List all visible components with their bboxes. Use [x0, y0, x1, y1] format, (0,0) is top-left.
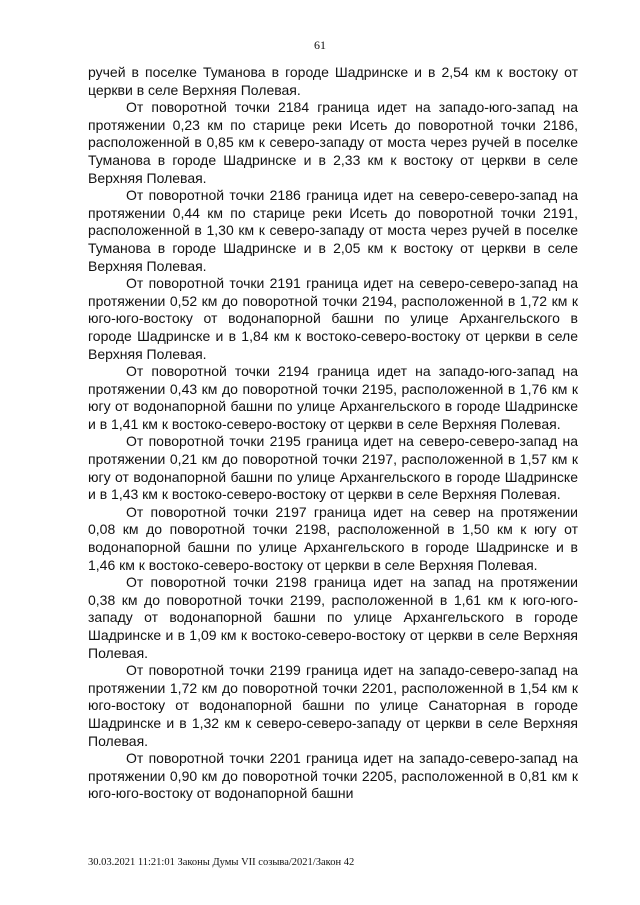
paragraph: От поворотной точки 2197 граница идет на север на протяжении 0,08 км до поворотной точки 2198, расположенной в 1,50 км к югу от водонапорной башни по улице Архангельского в городе Шадринске и в 1,46 км к востоко-северо-востоку от церкви в селе Верхняя Полевая.	[88, 503, 578, 573]
page-number: 61	[314, 38, 326, 52]
paragraph: От поворотной точки 2199 граница идет на западо-северо-запад на протяжении 1,72 км до поворотной точки 2201, расположенной в 1,54 км к юго-востоку от водонапорной башни по улице Санаторная в городе Шадринске и в 1,32 км к северо-северо-западу от церкви в селе Верхняя Полевая.	[88, 662, 578, 749]
document-body	[88, 64, 578, 803]
paragraph: От поворотной точки 2201 граница идет на западо-северо-запад на протяжении 0,90 км до поворотной точки 2205, расположенной в 0,81 км к юго-юго-востоку от водонапорной башни	[88, 750, 578, 802]
paragraph-continuation: ручей в поселке Туманова в городе Шадринске и в 2,54 км к востоку от церкви в селе Верхняя Полевая.	[88, 64, 578, 98]
paragraph: От поворотной точки 2191 граница идет на северо-северо-запад на протяжении 0,52 км до поворотной точки 2194, расположенной в 1,72 км к юго-юго-востоку от водонапорной башни по улице Архангельского в городе Шадринске и в 1,84 км к востоко-северо-востоку от церкви в селе Верхняя Полевая.	[88, 275, 578, 362]
paragraph: От поворотной точки 2194 граница идет на западо-юго-запад на протяжении 0,43 км до поворотной точки 2195, расположенной в 1,76 км к югу от водонапорной башни по улице Архангельского в городе Шадринске и в 1,41 км к востоко-северо-востоку от церкви в селе Верхняя Полевая.	[88, 363, 578, 432]
paragraph: От поворотной точки 2184 граница идет на западо-юго-запад на протяжении 0,23 км по старице реки Исеть до поворотной точки 2186, расположенной в 0,85 км к северо-западу от моста через ручей в поселке Туманова в городе Шадринске и в 2,33 км к востоку от церкви в селе Верхняя Полевая.	[88, 99, 578, 186]
document-footer: 30.03.2021 11:21:01 Законы Думы VII созыва/2021/Закон 42	[88, 857, 355, 868]
paragraph: От поворотной точки 2195 граница идет на северо-северо-запад на протяжении 0,21 км до поворотной точки 2197, расположенной в 1,57 км к югу от водонапорной башни по улице Архангельского в городе Шадринске и в 1,43 км к востоко-северо-востоку от церкви в селе Верхняя Полевая.	[88, 433, 578, 503]
paragraph: От поворотной точки 2186 граница идет на северо-северо-запад на протяжении 0,44 км по старице реки Исеть до поворотной точки 2191, расположенной в 1,30 км к северо-западу от моста через ручей в поселке Туманова в городе Шадринске и в 2,05 км к востоку от церкви в селе Верхняя Полевая.	[88, 187, 578, 274]
paragraph: От поворотной точки 2198 граница идет на запад на протяжении 0,38 км до поворотной точки 2199, расположенной в 1,61 км к юго-юго-западу от водонапорной башни по улице Архангельского в городе Шадринске и в 1,09 км к востоко-северо-востоку от церкви в селе Верхняя Полевая.	[88, 574, 578, 661]
